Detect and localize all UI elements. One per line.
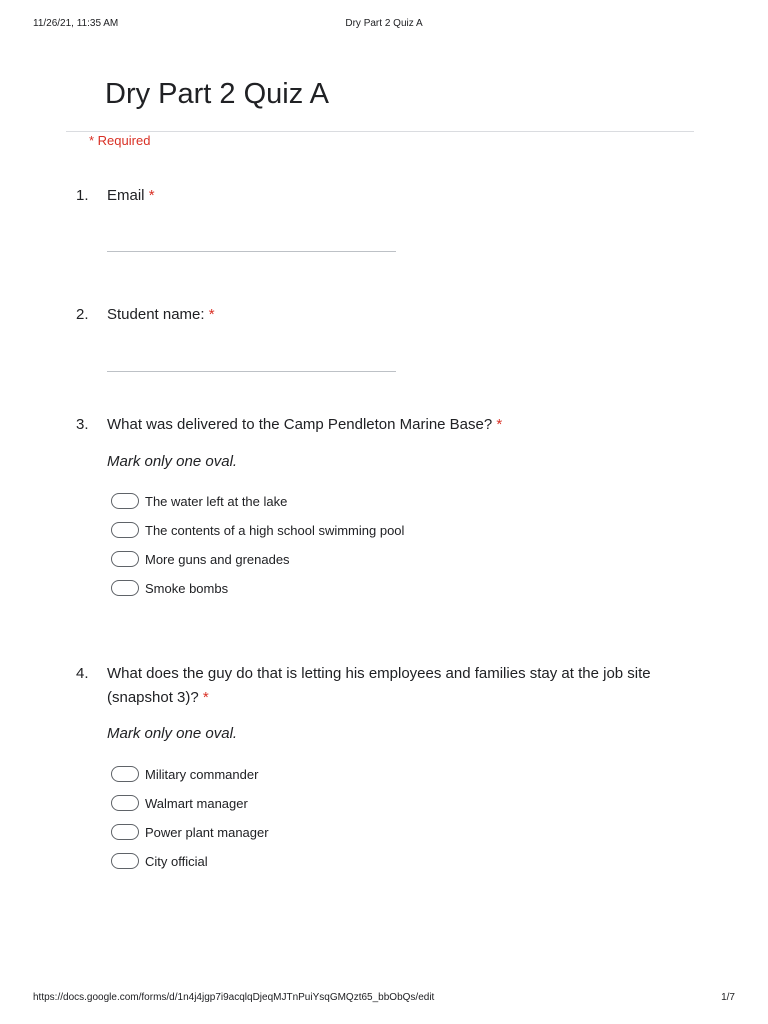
question-label: Email — [107, 187, 145, 204]
email-field[interactable] — [107, 251, 396, 252]
print-timestamp: 11/26/21, 11:35 AM — [33, 18, 119, 29]
option-label: City official — [145, 853, 208, 869]
radio-oval[interactable] — [111, 580, 139, 596]
question-label: Student name: — [107, 306, 205, 323]
radio-oval[interactable] — [111, 766, 139, 782]
required-star: * — [208, 306, 215, 323]
radio-option[interactable] — [111, 824, 269, 840]
student-name-field[interactable] — [107, 371, 396, 372]
page-number: 1/7 — [721, 992, 735, 1003]
question-label: What was delivered to the Camp Pendleton Marine Base? — [107, 416, 493, 433]
required-star: * — [202, 689, 209, 706]
question-text — [107, 662, 697, 710]
option-label: The contents of a high school swimming pool — [145, 522, 405, 538]
radio-option[interactable] — [111, 795, 248, 811]
form-title: Dry Part 2 Quiz A — [105, 78, 330, 110]
title-divider — [66, 131, 694, 132]
option-label: Smoke bombs — [145, 580, 229, 596]
question-text — [107, 303, 697, 327]
radio-oval[interactable] — [111, 493, 139, 509]
option-label: More guns and grenades — [145, 551, 290, 567]
radio-option[interactable] — [111, 580, 228, 596]
radio-option[interactable] — [111, 766, 258, 782]
required-star: * — [148, 187, 155, 204]
required-note: * Required — [89, 133, 151, 148]
question-hint: Mark only one oval. — [107, 725, 238, 742]
question-text — [107, 413, 697, 437]
radio-oval[interactable] — [111, 853, 139, 869]
option-label: Power plant manager — [145, 824, 269, 840]
radio-option[interactable] — [111, 853, 208, 869]
question-text — [107, 184, 697, 208]
question-number: 4. — [76, 665, 89, 682]
option-label: The water left at the lake — [145, 493, 288, 509]
radio-oval[interactable] — [111, 795, 139, 811]
radio-option[interactable] — [111, 522, 404, 538]
option-label: Walmart manager — [145, 795, 248, 811]
question-label: What does the guy do that is letting his employees and families stay at the job site (snapshot 3)? — [107, 665, 651, 706]
question-number: 2. — [76, 306, 89, 323]
question-number: 3. — [76, 416, 89, 433]
option-label: Military commander — [145, 766, 259, 782]
radio-option[interactable] — [111, 551, 290, 567]
radio-oval[interactable] — [111, 824, 139, 840]
question-number: 1. — [76, 187, 89, 204]
question-hint: Mark only one oval. — [107, 453, 238, 470]
radio-option[interactable] — [111, 493, 287, 509]
print-page-title: Dry Part 2 Quiz A — [345, 18, 423, 29]
radio-oval[interactable] — [111, 522, 139, 538]
radio-oval[interactable] — [111, 551, 139, 567]
print-url: https://docs.google.com/forms/d/1n4j4jgp7i9acqlqDjeqMJTnPuiYsqGMQzt65_bbObQs/edit — [33, 992, 435, 1003]
required-star: * — [496, 416, 503, 433]
